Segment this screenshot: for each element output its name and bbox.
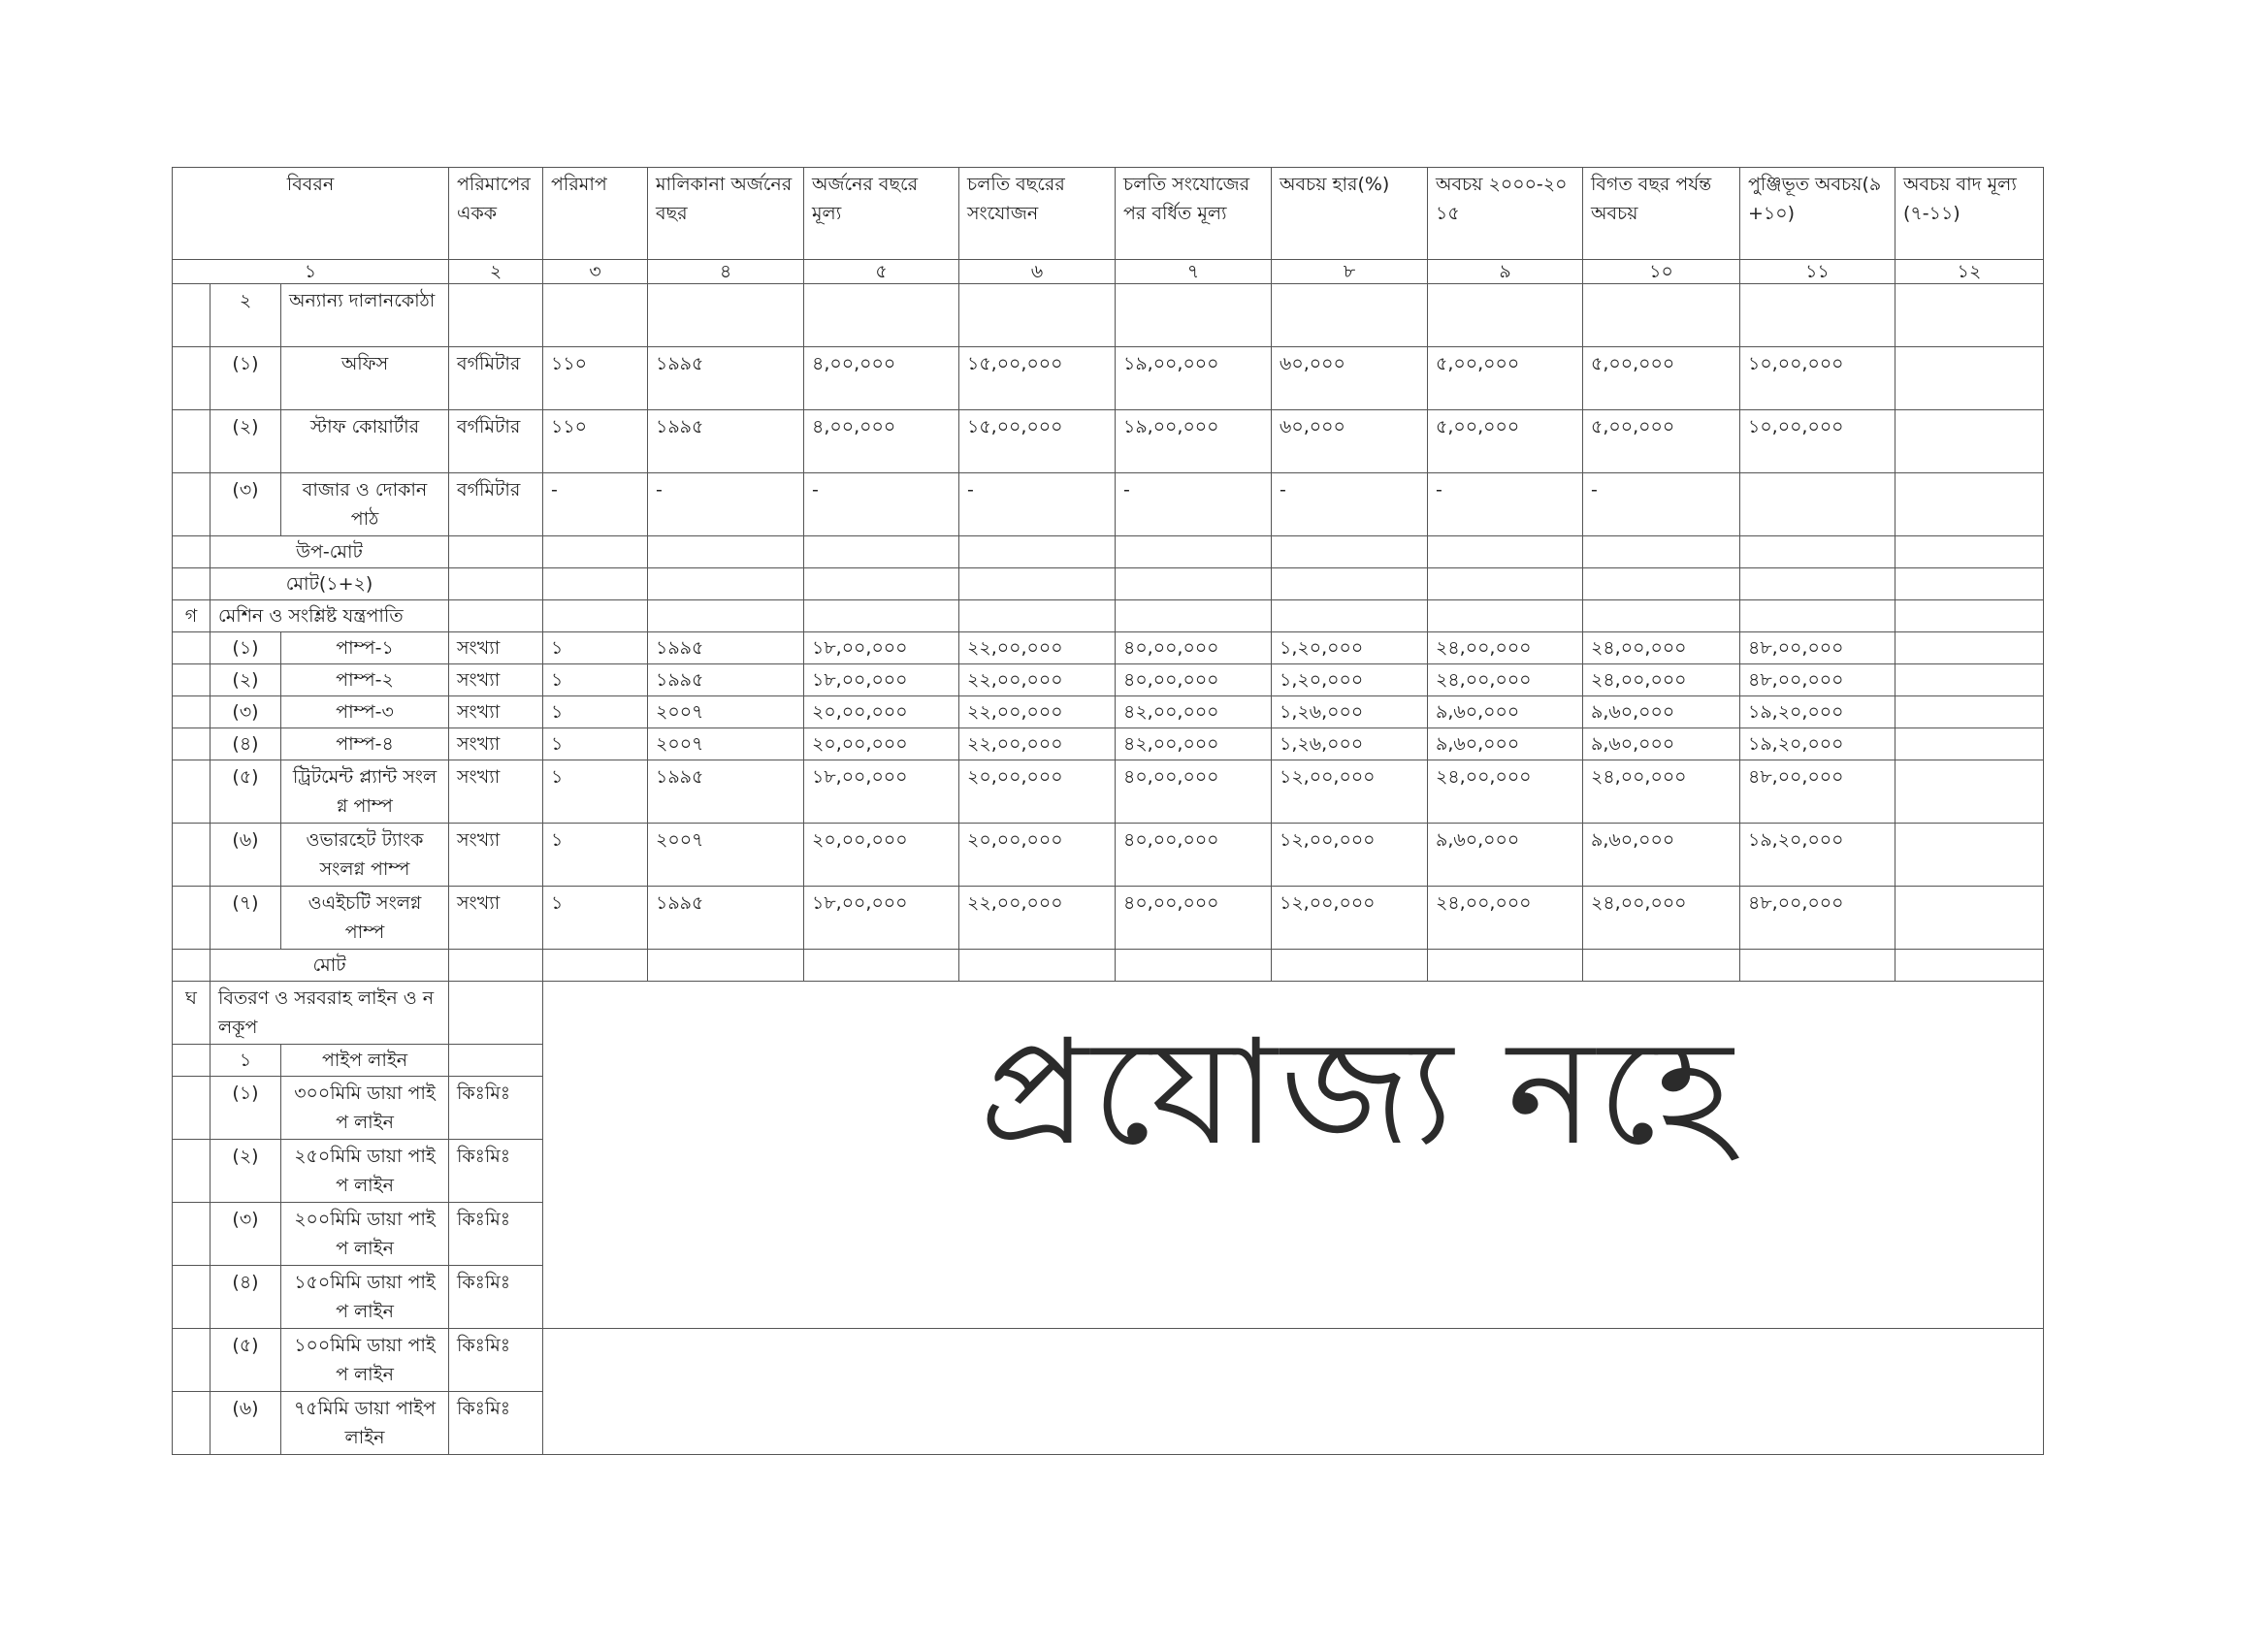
column-number: ১ <box>173 260 449 284</box>
column-number: ৪ <box>648 260 804 284</box>
header-cell: পুঞ্জিভূত অবচয়(৯+১০) <box>1740 168 1895 260</box>
total-label: মোট(১+২) <box>211 568 449 600</box>
subtotal-row <box>173 536 2044 568</box>
header-cell: পরিমাপের একক <box>449 168 543 260</box>
table-row: (১) অফিস বর্গমিটার ১১০ ১৯৯৫ ৪,০০,০০০ ১৫,০০,০০০ ১৯,০০,০০০ ৬০,০০০ ৫,০০,০০০ ৫,০০,০০০ ১০,০০,০০০ <box>173 347 2044 410</box>
header-cell: বিবরন <box>173 168 449 260</box>
total-row <box>173 950 2044 982</box>
table-row: (৫) ১০০মিমি ডায়া পাইপ লাইন কিঃমিঃ <box>173 1329 2044 1392</box>
section-other-title-row <box>173 284 2044 347</box>
column-number: ৩ <box>543 260 648 284</box>
asset-depreciation-table <box>172 167 2044 1455</box>
column-number: ২ <box>449 260 543 284</box>
total-label: মোট <box>211 950 449 982</box>
asset-register-sheet <box>172 167 2043 1465</box>
table-row: (২) স্টাফ কোয়ার্টার বর্গমিটার ১১০ ১৯৯৫ ৪,০০,০০০ ১৫,০০,০০০ ১৯,০০,০০০ ৬০,০০০ ৫,০০,০০০ ৫,০০,০০০ ১০,০০,০০০ <box>173 410 2044 473</box>
header-cell: অর্জনের বছরে মূল্য <box>804 168 959 260</box>
column-number: ১২ <box>1895 260 2044 284</box>
column-number: ৭ <box>1116 260 1272 284</box>
header-cell: অবচয় হার(%) <box>1272 168 1428 260</box>
column-number-row <box>173 260 2044 284</box>
table-row: (৭) ওএইচটি সংলগ্ন পাম্প সংখ্যা ১ ১৯৯৫ ১৮,০০,০০০ ২২,০০,০০০ ৪০,০০,০০০ ১২,০০,০০০ ২৪,০০,০০০ ২৪,০০,০০০ ৪৮,০০,০০০ <box>173 887 2044 950</box>
section-title: বিতরণ ও সরবরাহ লাইন ও নলকূপ <box>211 982 449 1045</box>
header-cell: পরিমাপ <box>543 168 648 260</box>
section-index: ২ <box>211 284 281 347</box>
table-row: (৩) পাম্প-৩ সংখ্যা ১ ২০০৭ ২০,০০,০০০ ২২,০০,০০০ ৪২,০০,০০০ ১,২৬,০০০ ৯,৬০,০০০ ৯,৬০,০০০ ১৯,২০,০০০ <box>173 696 2044 728</box>
not-applicable-area <box>543 982 2044 1329</box>
table-row: (৬) ৭৫মিমি ডায়া পাইপ লাইন কিঃমিঃ <box>173 1392 2044 1455</box>
header-cell: বিগত বছর পর্যন্ত অবচয় <box>1583 168 1740 260</box>
section-title: মেশিন ও সংশ্লিষ্ট যন্ত্রপাতি <box>211 600 449 632</box>
column-number: ১১ <box>1740 260 1895 284</box>
table-row: (৫) ট্রিটমেন্ট প্ল্যান্ট সংলগ্ন পাম্প সংখ্যা ১ ১৯৯৫ ১৮,০০,০০০ ২০,০০,০০০ ৪০,০০,০০০ ১২,০০,০০০ ২৪,০০,০০০ ২৪,০০,০০০ ৪৮,০০,০০০ <box>173 760 2044 824</box>
table-row: (১) পাম্প-১ সংখ্যা ১ ১৯৯৫ ১৮,০০,০০০ ২২,০০,০০০ ৪০,০০,০০০ ১,২০,০০০ ২৪,০০,০০০ ২৪,০০,০০০ ৪৮,০০,০০০ <box>173 632 2044 664</box>
table-row: (৬) ওভারহেট ট্যাংক সংলগ্ন পাম্প সংখ্যা ১ ২০০৭ ২০,০০,০০০ ২০,০০,০০০ ৪০,০০,০০০ ১২,০০,০০০ ৯,৬০,০০০ ৯,৬০,০০০ ১৯,২০,০০০ <box>173 824 2044 887</box>
table-row: (১) ৩০০মিমি ডায়া পাইপ লাইন কিঃমিঃ <box>173 1077 2044 1140</box>
table-row: (৩) বাজার ও দোকানপাঠ বর্গমিটার - - - - - - - - <box>173 473 2044 536</box>
header-cell: অবচয় ২০০০-২০১৫ <box>1428 168 1583 260</box>
section-distribution-title-row <box>173 982 2044 1045</box>
header-cell: অবচয় বাদ মূল্য(৭-১১) <box>1895 168 2044 260</box>
column-number: ৬ <box>959 260 1116 284</box>
subtotal-label: উপ-মোট <box>211 536 449 568</box>
header-row <box>173 168 2044 260</box>
blank-area <box>543 1329 2044 1455</box>
section-machine-title-row <box>173 600 2044 632</box>
section-letter: গ <box>173 600 211 632</box>
header-cell: মালিকানা অর্জনের বছর <box>648 168 804 260</box>
not-applicable-stamp: প্রযোজ্য নহে <box>980 1009 1737 1178</box>
column-number: ৫ <box>804 260 959 284</box>
table-row: (৪) পাম্প-৪ সংখ্যা ১ ২০০৭ ২০,০০,০০০ ২২,০০,০০০ ৪২,০০,০০০ ১,২৬,০০০ ৯,৬০,০০০ ৯,৬০,০০০ ১৯,২০,০০০ <box>173 728 2044 760</box>
header-cell: চলতি সংযোজের পর বর্ধিত মূল্য <box>1116 168 1272 260</box>
table-row: (৩) ২০০মিমি ডায়া পাইপ লাইন কিঃমিঃ <box>173 1203 2044 1266</box>
table-row: (২) পাম্প-২ সংখ্যা ১ ১৯৯৫ ১৮,০০,০০০ ২২,০০,০০০ ৪০,০০,০০০ ১,২০,০০০ ২৪,০০,০০০ ২৪,০০,০০০ ৪৮,০০,০০০ <box>173 664 2044 696</box>
column-number: ৮ <box>1272 260 1428 284</box>
sub-index: ১ <box>211 1045 281 1077</box>
sub-title: পাইপ লাইন <box>281 1045 449 1077</box>
section-title: অন্যান্য দালানকোঠা <box>281 284 449 347</box>
section-letter: ঘ <box>173 982 211 1045</box>
column-number: ১০ <box>1583 260 1740 284</box>
column-number: ৯ <box>1428 260 1583 284</box>
table-row: (২) ২৫০মিমি ডায়া পাইপ লাইন কিঃমিঃ <box>173 1140 2044 1203</box>
header-cell: চলতি বছরের সংযোজন <box>959 168 1116 260</box>
table-row: (৪) ১৫০মিমি ডায়া পাইপ লাইন কিঃমিঃ <box>173 1266 2044 1329</box>
total-row <box>173 568 2044 600</box>
